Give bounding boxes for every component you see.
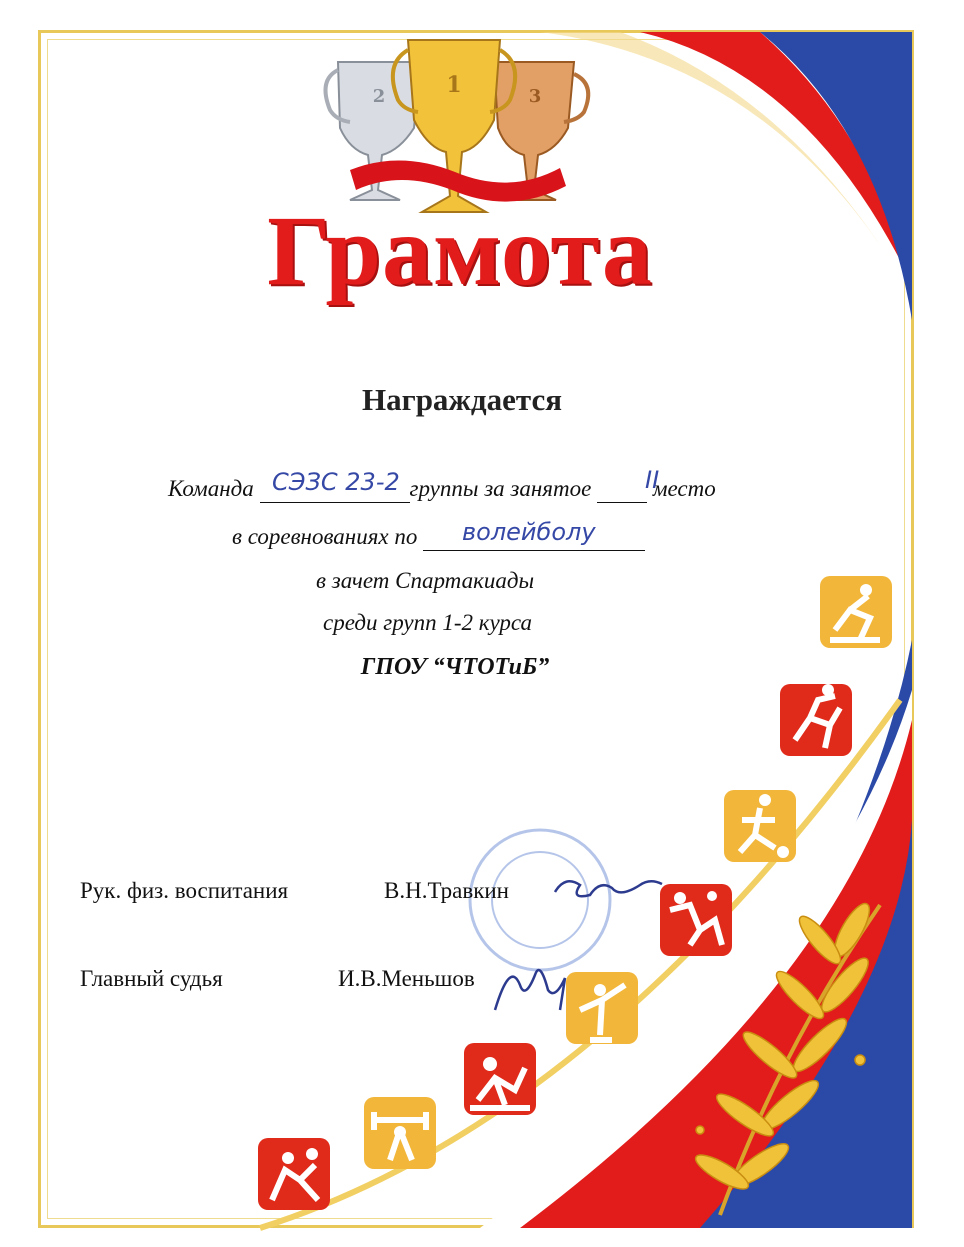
line-team bbox=[168, 476, 716, 503]
signature-role-2: Главный судья bbox=[80, 966, 223, 991]
weightlifting-icon bbox=[364, 1097, 436, 1169]
line1-suffix: место bbox=[652, 476, 716, 501]
football-icon bbox=[724, 790, 796, 862]
ski-icon bbox=[820, 576, 892, 648]
line2-prefix: в соревнованиях по bbox=[232, 524, 418, 549]
line-spartakiad: в зачет Спартакиады bbox=[316, 568, 535, 593]
place-blank bbox=[597, 476, 647, 503]
handwritten-team: СЭЗС 23-2 bbox=[272, 468, 400, 496]
cup-number-3: 3 bbox=[528, 86, 542, 107]
line1-middle: группы за занятое bbox=[409, 476, 592, 501]
certificate-title: Грамота bbox=[267, 195, 653, 306]
awarded-heading: Награждается bbox=[362, 382, 562, 417]
line1-prefix: Команда bbox=[168, 476, 254, 501]
signature-name-2: И.В.Меньшов bbox=[338, 966, 475, 991]
cup-number-1: 1 bbox=[446, 72, 462, 98]
hockey-icon bbox=[464, 1043, 536, 1115]
signature-menshov-icon bbox=[495, 970, 565, 1010]
cup-number-2: 2 bbox=[372, 86, 386, 107]
handwritten-place: II bbox=[645, 466, 660, 494]
skating-icon bbox=[566, 972, 638, 1044]
signature-role-1: Рук. физ. воспитания bbox=[80, 878, 289, 903]
running-icon bbox=[780, 684, 852, 756]
organization-name: ГПОУ “ЧТОТиБ” bbox=[360, 654, 550, 680]
signature-name-1: В.Н.Травкин bbox=[384, 878, 509, 903]
line-groups: среди групп 1-2 курса bbox=[323, 610, 533, 635]
volleyball-icon bbox=[660, 884, 732, 956]
trophy-cups-icon bbox=[326, 40, 589, 212]
handwritten-sport: волейболу bbox=[462, 518, 596, 546]
wrestling-icon bbox=[258, 1138, 330, 1210]
